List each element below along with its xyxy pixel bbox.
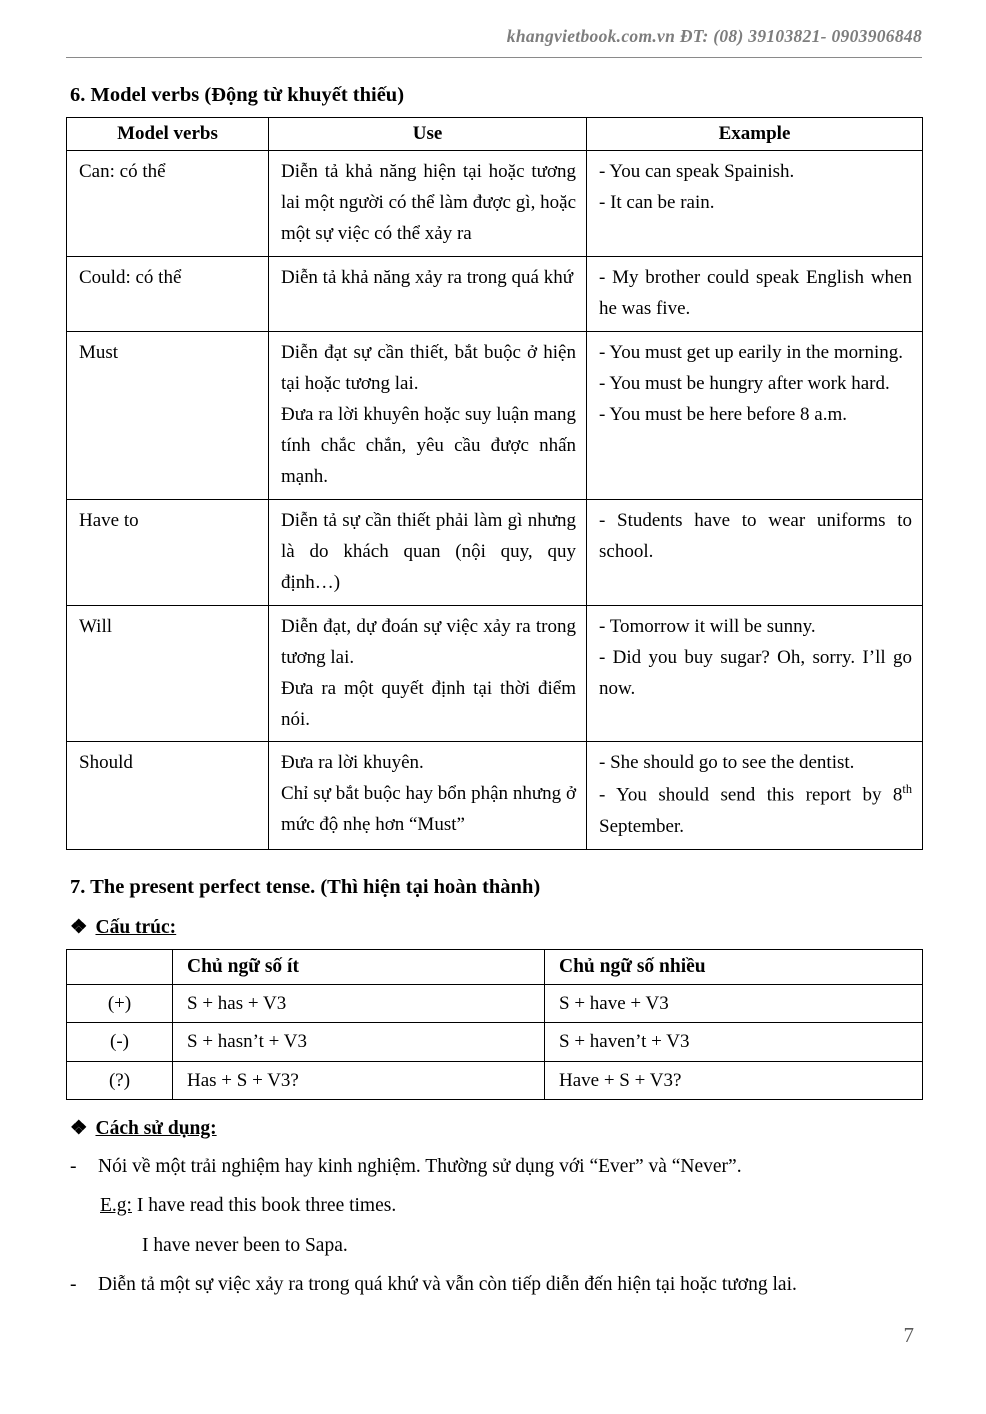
example-cell — [587, 256, 923, 331]
verb-cell: Will — [67, 605, 269, 742]
use-paragraph: Diễn tả sự cần thiết phải làm gì nhưng là do khách quan (nội quy, quy định…) — [281, 509, 576, 593]
sign-cell: (-) — [67, 1023, 173, 1062]
use-cell — [269, 742, 587, 849]
sign-cell: (+) — [67, 984, 173, 1023]
col-header-example: Example — [587, 118, 923, 151]
plural-formula-cell: S + have + V3 — [545, 984, 923, 1023]
modal-verb-row — [67, 605, 923, 742]
plural-formula-cell: Have + S + V3? — [545, 1061, 923, 1100]
structure-row — [67, 1023, 923, 1062]
verb-cell: Can: có thể — [67, 151, 269, 257]
section6-title: 6. Model verbs (Động từ khuyết thiếu) — [70, 84, 405, 106]
usage-example-line — [100, 1189, 922, 1222]
use-paragraph: Diễn tả khả năng xảy ra trong quá khứ — [281, 266, 574, 288]
site-header — [66, 26, 922, 58]
singular-formula-cell: Has + S + V3? — [173, 1061, 545, 1100]
modal-verb-row — [67, 331, 923, 499]
eg-label: E.g: — [100, 1195, 132, 1217]
singular-formula-cell: S + has + V3 — [173, 984, 545, 1023]
use-paragraph: Chỉ sự bắt buộc hay bổn phận nhưng ở mức độ nhẹ hơn “Must” — [281, 783, 576, 836]
dash-bullet: - — [70, 1273, 77, 1295]
use-paragraph: Đưa ra lời khuyên. — [281, 752, 424, 774]
col-header-use: Use — [269, 118, 587, 151]
modal-verb-row — [67, 499, 923, 605]
example-cell — [587, 499, 923, 605]
verb-cell: Must — [67, 331, 269, 499]
example-line: - You can speak Spainish. — [599, 161, 795, 182]
usage-bullet-2 — [70, 1268, 922, 1301]
sign-cell: (?) — [67, 1061, 173, 1100]
use-paragraph: Diễn tả khả năng hiện tại hoặc tương lai một người có thể làm được gì, hoặc một sự việc có thể xảy ra — [281, 161, 576, 244]
example-cell — [587, 331, 923, 499]
example-line: - My brother could speak English when he was five. — [599, 266, 912, 319]
example-line: - Tomorrow it will be sunny. — [599, 615, 816, 637]
usage-example-line-2: I have never been to Sapa. — [142, 1234, 348, 1256]
modal-verb-row — [67, 256, 923, 331]
structure-row — [67, 984, 923, 1023]
verb-cell: Have to — [67, 499, 269, 605]
verb-cell: Could: có thể — [67, 256, 269, 331]
modal-verbs-table — [66, 117, 923, 850]
structure-table — [66, 949, 923, 1101]
use-cell — [269, 256, 587, 331]
use-paragraph: Diễn đạt, dự đoán sự việc xảy ra trong tương lai. — [281, 615, 576, 668]
use-paragraph: Đưa ra một quyết định tại thời điểm nói. — [281, 677, 576, 730]
plural-formula-cell: S + haven’t + V3 — [545, 1023, 923, 1062]
example-cell — [587, 742, 923, 849]
col-header-empty — [67, 949, 173, 984]
modal-verb-row — [67, 151, 923, 257]
usage-bullet-1 — [70, 1150, 922, 1183]
use-paragraph: Đưa ra lời khuyên hoặc suy luận mang tính chắc chắn, yêu cầu được nhấn mạnh. — [281, 403, 576, 487]
use-cell — [269, 605, 587, 742]
example-cell — [587, 151, 923, 257]
structure-heading — [70, 915, 922, 939]
use-cell — [269, 151, 587, 257]
verb-cell: Should — [67, 742, 269, 849]
example-line: - Did you buy sugar? Oh, sorry. I’ll go now. — [599, 646, 912, 699]
structure-row — [67, 1061, 923, 1100]
usage-section — [66, 1150, 922, 1301]
site-header-text: khangvietbook.com.vn ĐT: (08) 39103821- 0903906848 — [506, 26, 922, 46]
structure-header-row — [67, 949, 923, 984]
eg-text: I have read this book three times. — [136, 1195, 397, 1217]
modal-verb-row — [67, 742, 923, 849]
diamond-icon: ❖ — [70, 916, 88, 938]
section7-title: 7. The present perfect tense. (Thì hiện tại hoàn thành) — [70, 875, 541, 898]
use-cell — [269, 331, 587, 499]
usage-heading — [70, 1116, 922, 1140]
use-cell — [269, 499, 587, 605]
dash-bullet: - — [70, 1156, 77, 1178]
col-header-singular: Chủ ngữ số ít — [173, 949, 545, 984]
modal-verbs-header-row — [67, 118, 923, 151]
example-line: - It can be rain. — [599, 191, 715, 213]
diamond-icon: ❖ — [70, 1118, 88, 1140]
page-number: 7 — [903, 1323, 914, 1347]
example-line: - You must be here before 8 a.m. — [599, 403, 848, 425]
example-line: - You should send this report by 8th September. — [599, 782, 912, 837]
use-paragraph: Diễn đạt sự cần thiết, bắt buộc ở hiện tại hoặc tương lai. — [281, 341, 576, 394]
singular-formula-cell: S + hasn’t + V3 — [173, 1023, 545, 1062]
usage-bullet-1-text: Nói về một trải nghiệm hay kinh nghiệm. Thường sử dụng với “Ever” và “Never”. — [98, 1156, 742, 1178]
example-line: - You must get up earily in the morning. — [599, 341, 903, 363]
usage-label: Cách sử dụng: — [95, 1118, 217, 1140]
example-line: - Students have to wear uniforms to school. — [599, 509, 912, 562]
structure-label: Cấu trúc: — [95, 916, 177, 938]
example-line: - She should go to see the dentist. — [599, 752, 855, 774]
usage-bullet-2-text: Diễn tả một sự việc xảy ra trong quá khứ và vẫn còn tiếp diễn đến hiện tại hoặc tương lai. — [98, 1273, 797, 1295]
col-header-plural: Chủ ngữ số nhiều — [545, 949, 923, 984]
col-header-model-verbs: Model verbs — [67, 118, 269, 151]
example-line: - You must be hungry after work hard. — [599, 372, 890, 394]
example-cell — [587, 605, 923, 742]
